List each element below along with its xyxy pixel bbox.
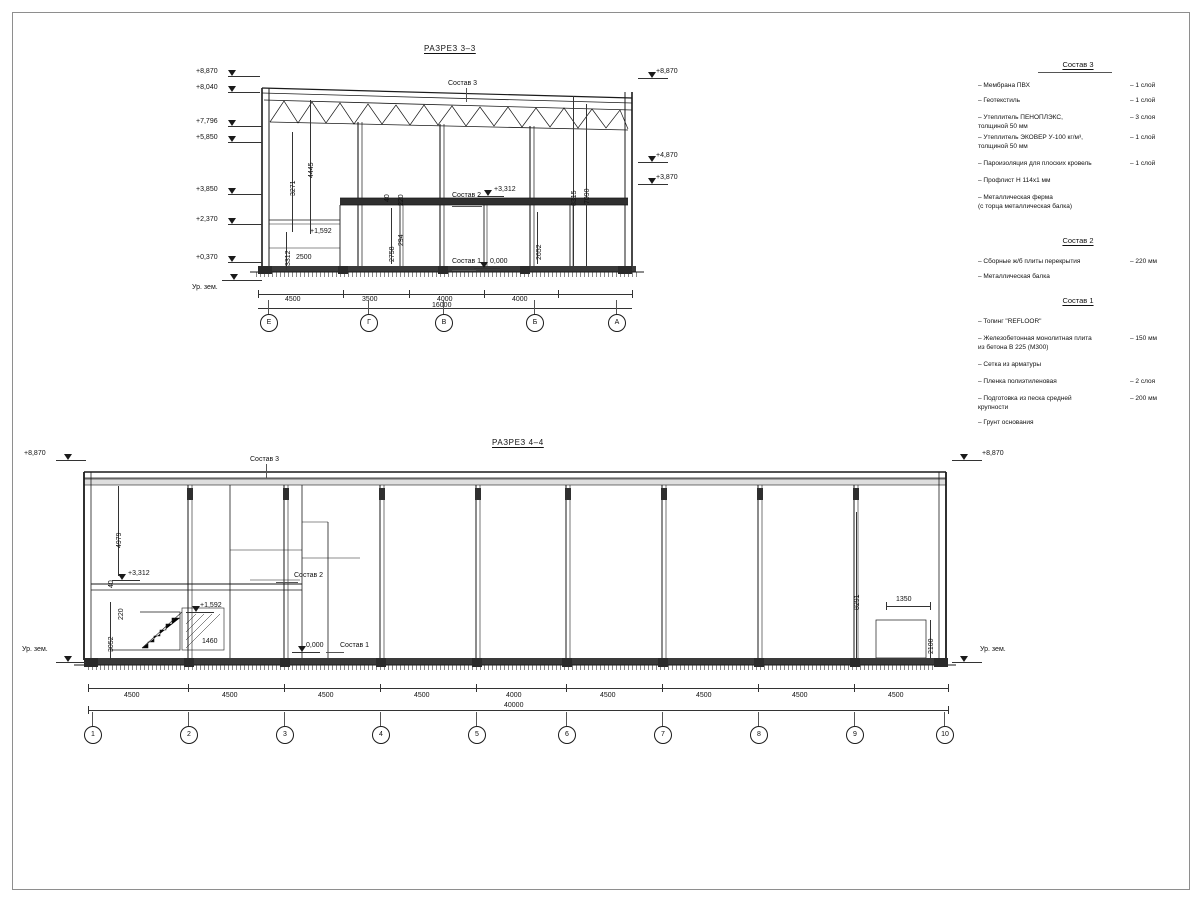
spec-row-text2: толщиной 50 мм xyxy=(978,143,1028,150)
foundation-block xyxy=(280,658,290,667)
spec-row xyxy=(978,176,1178,185)
dim-horizontal: 1350 xyxy=(896,596,912,603)
callout-sostav-2: Состав 2 xyxy=(294,572,324,579)
spec-row xyxy=(978,159,1178,168)
dim-bay: 4500 xyxy=(600,692,616,699)
foundation-block xyxy=(84,658,98,667)
spec-row xyxy=(978,418,1178,427)
spec-row-text: – Металлическая балка xyxy=(978,273,1050,280)
section-3-3-title: РАЗРЕЗ 3–3 xyxy=(424,44,476,53)
spec-row-text2: крупности xyxy=(978,404,1009,411)
foundation-block xyxy=(338,266,348,274)
grid-bubble: 4 xyxy=(372,726,390,744)
spec-row-text: – Геотекстиль xyxy=(978,97,1021,104)
spec-row-text2: толщиной 50 мм xyxy=(978,123,1028,130)
dim-bay: 4000 xyxy=(512,296,528,303)
dim-vertical: 8291 xyxy=(854,594,861,610)
grid-bubble: 6 xyxy=(558,726,576,744)
level-mark: +1,592 xyxy=(200,602,222,609)
spec-title: Состав 3 xyxy=(1062,60,1094,69)
foundation-block xyxy=(850,658,860,667)
dim-vertical: 8315 xyxy=(571,190,578,206)
foundation-block xyxy=(562,658,572,667)
level-mark: +1,592 xyxy=(310,228,332,235)
spec-row xyxy=(978,133,1178,151)
dim-vertical: 3312 xyxy=(285,250,292,266)
dim-bay: 4500 xyxy=(888,692,904,699)
dim-vertical: 220 xyxy=(118,608,125,620)
level-mark: +3,850 xyxy=(196,186,218,193)
dim-vertical: 2652 xyxy=(536,244,543,260)
spec-row-text: – Сборные ж/б плиты перекрытия xyxy=(978,258,1081,265)
grid-bubble: 3 xyxy=(276,726,294,744)
dim-bay: 4500 xyxy=(124,692,140,699)
level-mark: +3,870 xyxy=(656,174,678,181)
spec-row xyxy=(978,360,1178,369)
foundation-block xyxy=(258,266,272,274)
spec-row-text: – Утеплитель ЭКОВЕР У-100 кг/м³, xyxy=(978,134,1083,141)
dim-vertical: 7090 xyxy=(584,188,591,204)
dim-bay: 4500 xyxy=(285,296,301,303)
spec-row xyxy=(978,317,1178,326)
dim-bay: 4500 xyxy=(696,692,712,699)
callout-sostav-3: Состав 3 xyxy=(448,80,478,87)
spec-row-text: – Профлист Н 114х1 мм xyxy=(978,177,1051,184)
dim-vertical: 2100 xyxy=(928,638,935,654)
spec-row-text: – Грунт основания xyxy=(978,419,1034,426)
level-mark: +8,870 xyxy=(24,450,46,457)
spec-row-value: – 1 слой xyxy=(1130,82,1156,89)
spec-row-text2: из бетона В 225 (М300) xyxy=(978,344,1049,351)
section-4-4-title: РАЗРЕЗ 4–4 xyxy=(492,438,544,447)
dim-bay: 3500 xyxy=(362,296,378,303)
dim-vertical: 1460 xyxy=(202,638,218,645)
level-mark: +8,870 xyxy=(982,450,1004,457)
dim-vertical: 4445 xyxy=(308,162,315,178)
dim-vertical: 3052 xyxy=(108,636,115,652)
dim-bay: 4500 xyxy=(792,692,808,699)
level-mark: +8,040 xyxy=(196,84,218,91)
foundation-block xyxy=(438,266,448,274)
ground-level-label: Ур. зем. xyxy=(980,646,1006,653)
level-mark: +7,796 xyxy=(196,118,218,125)
spec-row-text: – Топинг "REFLOOR" xyxy=(978,318,1042,325)
ground-level-label: Ур. зем. xyxy=(22,646,48,653)
spec-row-value: – 1 слой xyxy=(1130,97,1156,104)
grid-bubble: 5 xyxy=(468,726,486,744)
level-mark: 0,000 xyxy=(490,258,508,265)
spec-row xyxy=(978,113,1178,131)
dim-bay: 4500 xyxy=(414,692,430,699)
grid-bubble: 10 xyxy=(936,726,954,744)
spec-row-value: – 2 слоя xyxy=(1130,378,1156,385)
dim-vertical: 40 xyxy=(384,194,391,202)
spec-row xyxy=(978,81,1178,90)
spec-row-value: – 3 слоя xyxy=(1130,114,1156,121)
dim-vertical: 2758 xyxy=(389,246,396,262)
callout-sostav-3: Состав 3 xyxy=(250,456,280,463)
dim-total: 16000 xyxy=(432,302,452,309)
level-mark: +0,370 xyxy=(196,254,218,261)
spec-row xyxy=(978,257,1178,266)
grid-bubble: 1 xyxy=(84,726,102,744)
spec-row-value: – 1 слой xyxy=(1130,134,1156,141)
spec-row xyxy=(978,394,1178,412)
foundation-block xyxy=(472,658,482,667)
section-4-4 xyxy=(0,430,1006,770)
grid-bubble: А xyxy=(608,314,626,332)
spec-row-text: – Утеплитель ПЕНОПЛЭКС, xyxy=(978,114,1063,121)
spec-row xyxy=(978,193,1178,211)
foundation-block xyxy=(658,658,668,667)
dim-vertical: 2500 xyxy=(296,254,312,261)
spec-row-text: – Сетка из арматуры xyxy=(978,361,1042,368)
dim-bay: 4000 xyxy=(506,692,522,699)
level-mark: +5,850 xyxy=(196,134,218,141)
dim-vertical: 220 xyxy=(398,194,405,206)
level-mark: +3,312 xyxy=(128,570,150,577)
spec-row-text: – Металлическая ферма xyxy=(978,194,1053,201)
ground-hatch-4-4 xyxy=(88,665,934,670)
dim-vertical: 40 xyxy=(108,580,115,588)
dim-bay: 4500 xyxy=(222,692,238,699)
spec-block-sostav-2 xyxy=(978,236,1178,281)
spec-row-text: – Железобетонная монолитная плита xyxy=(978,335,1092,342)
level-mark: +8,870 xyxy=(196,68,218,75)
spec-row-value: – 220 мм xyxy=(1130,258,1158,265)
foundation-block xyxy=(184,658,194,667)
ground-level-label: Ур. зем. xyxy=(192,284,218,291)
level-mark: 0,000 xyxy=(306,642,324,649)
spec-title: Состав 1 xyxy=(1062,296,1094,305)
dim-vertical: 4979 xyxy=(116,532,123,548)
grid-bubble: Б xyxy=(526,314,544,332)
dim-vertical: 3271 xyxy=(290,180,297,196)
spec-row xyxy=(978,377,1178,386)
foundation-block xyxy=(754,658,764,667)
foundation-block xyxy=(618,266,632,274)
grid-bubble: В xyxy=(435,314,453,332)
spec-row-text2: (с торца металлическая балка) xyxy=(978,203,1073,210)
section-3-3 xyxy=(0,0,700,360)
section-3-3-geometry xyxy=(240,70,660,300)
level-mark: +4,870 xyxy=(656,152,678,159)
spec-block-sostav-1 xyxy=(978,296,1178,427)
level-mark: +3,312 xyxy=(494,186,516,193)
grid-bubble: Г xyxy=(360,314,378,332)
grid-bubble: Е xyxy=(260,314,278,332)
dim-vertical: 294 xyxy=(398,234,405,246)
spec-title: Состав 2 xyxy=(1062,236,1094,245)
spec-row-value: – 200 мм xyxy=(1130,395,1158,402)
foundation-block xyxy=(520,266,530,274)
level-mark: +8,870 xyxy=(656,68,678,75)
spec-row xyxy=(978,272,1178,281)
spec-row xyxy=(978,96,1178,105)
dim-bay: 4000 xyxy=(437,296,453,303)
foundation-block xyxy=(934,658,948,667)
spec-row-value: – 150 мм xyxy=(1130,335,1158,342)
grid-bubble: 7 xyxy=(654,726,672,744)
level-mark: +2,370 xyxy=(196,216,218,223)
dim-bay: 4500 xyxy=(318,692,334,699)
foundation-block xyxy=(376,658,386,667)
grid-bubble: 8 xyxy=(750,726,768,744)
callout-sostav-1: Состав 1 xyxy=(452,258,482,265)
spec-row xyxy=(978,334,1178,352)
callout-sostav-2: Состав 2 xyxy=(452,192,482,199)
spec-row-text: – Пленка полиэтиленовая xyxy=(978,378,1057,385)
spec-block-sostav-3 xyxy=(978,60,1178,211)
spec-row-text: – Пароизоляция для плоских кровель xyxy=(978,160,1092,167)
spec-row-text: – Мембрана ПВХ xyxy=(978,82,1030,89)
dim-total: 40000 xyxy=(504,702,524,709)
spec-row-text: – Подготовка из песка средней xyxy=(978,395,1072,402)
callout-sostav-1: Состав 1 xyxy=(340,642,370,649)
grid-bubble: 9 xyxy=(846,726,864,744)
grid-bubble: 2 xyxy=(180,726,198,744)
spec-row-value: – 1 слой xyxy=(1130,160,1156,167)
